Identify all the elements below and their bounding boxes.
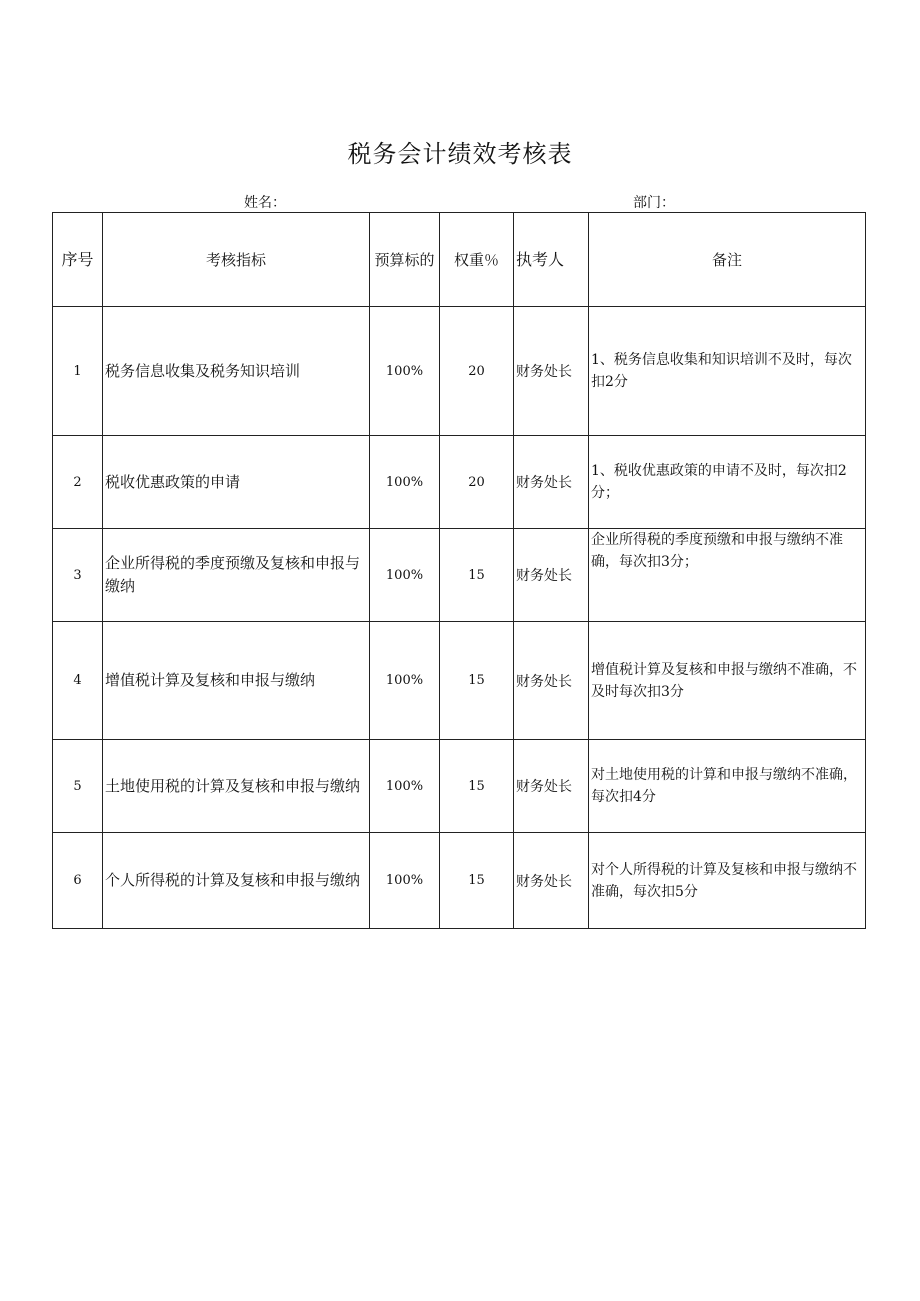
row-executor: 财务处长	[514, 529, 589, 622]
table-row	[53, 529, 866, 622]
header-row	[53, 213, 866, 307]
row-remark: 增值税计算及复核和申报与缴纳不准确，不及时每次扣3分	[589, 622, 866, 740]
table-row	[53, 622, 866, 740]
row-seq: 2	[53, 436, 103, 529]
row-remark: 对土地使用税的计算和申报与缴纳不准确，每次扣4分	[589, 740, 866, 833]
row-indicator: 个人所得税的计算及复核和申报与缴纳	[103, 833, 370, 929]
row-weight: 20	[440, 436, 514, 529]
department-label: 部门：	[633, 195, 675, 211]
header-remark: 备注	[589, 213, 866, 307]
row-target: 100%	[370, 833, 440, 929]
row-executor: 财务处长	[514, 622, 589, 740]
table-row	[53, 740, 866, 833]
header-weight: 权重％	[440, 213, 514, 307]
row-indicator: 税务信息收集及税务知识培训	[103, 307, 370, 436]
row-seq: 4	[53, 622, 103, 740]
row-weight: 15	[440, 833, 514, 929]
row-indicator: 税收优惠政策的申请	[103, 436, 370, 529]
row-target: 100%	[370, 740, 440, 833]
assessment-table	[52, 212, 866, 929]
row-weight: 15	[440, 740, 514, 833]
table-row	[53, 833, 866, 929]
row-seq: 6	[53, 833, 103, 929]
page-title: 税务会计绩效考核表	[347, 140, 573, 168]
row-remark: 企业所得税的季度预缴和申报与缴纳不准确，每次扣3分；	[589, 529, 866, 622]
header-seq: 序号	[53, 213, 103, 307]
row-weight: 15	[440, 622, 514, 740]
row-executor: 财务处长	[514, 740, 589, 833]
row-indicator: 增值税计算及复核和申报与缴纳	[103, 622, 370, 740]
row-seq: 3	[53, 529, 103, 622]
row-seq: 5	[53, 740, 103, 833]
table-row	[53, 436, 866, 529]
row-remark: 1、税收优惠政策的申请不及时，每次扣2分；	[589, 436, 866, 529]
table-row	[53, 307, 866, 436]
name-label: 姓名：	[244, 195, 286, 211]
row-target: 100%	[370, 529, 440, 622]
header-target: 预算标的	[370, 213, 440, 307]
header-executor: 执考人	[514, 213, 589, 307]
row-weight: 20	[440, 307, 514, 436]
row-remark: 对个人所得税的计算及复核和申报与缴纳不准确，每次扣5分	[589, 833, 866, 929]
header-indicator: 考核指标	[103, 213, 370, 307]
row-target: 100%	[370, 307, 440, 436]
row-target: 100%	[370, 622, 440, 740]
row-seq: 1	[53, 307, 103, 436]
row-target: 100%	[370, 436, 440, 529]
row-executor: 财务处长	[514, 436, 589, 529]
row-executor: 财务处长	[514, 833, 589, 929]
row-indicator: 土地使用税的计算及复核和申报与缴纳	[103, 740, 370, 833]
row-indicator: 企业所得税的季度预缴及复核和申报与缴纳	[103, 529, 370, 622]
row-executor: 财务处长	[514, 307, 589, 436]
row-weight: 15	[440, 529, 514, 622]
row-remark: 1、税务信息收集和知识培训不及时，每次扣2分	[589, 307, 866, 436]
